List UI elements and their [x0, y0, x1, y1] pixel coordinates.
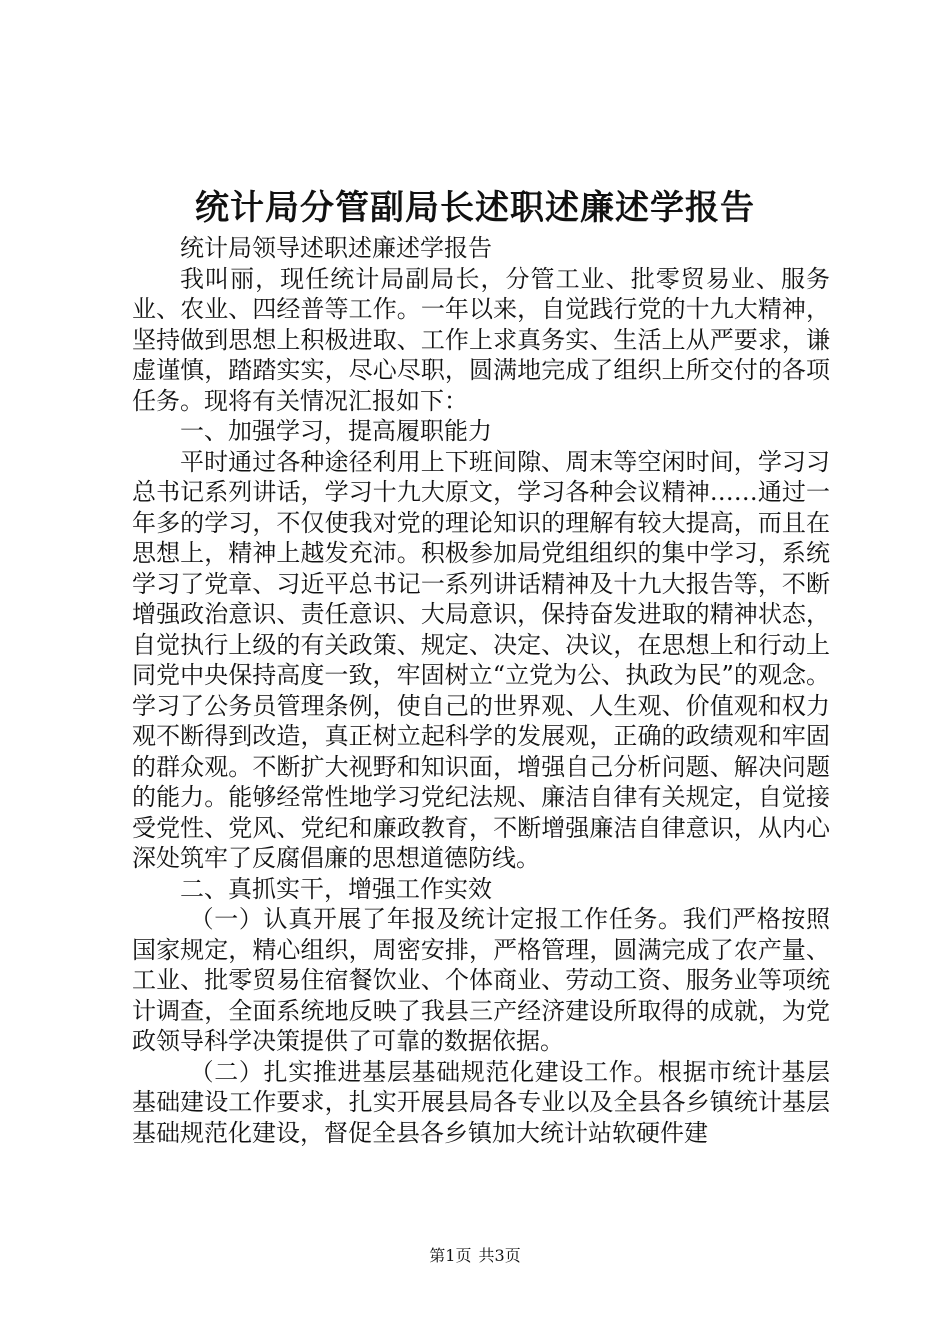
subtitle-paragraph: 统计局领导述职述廉述学报告 — [180, 234, 492, 262]
page-footer — [0, 1246, 950, 1266]
page-number: 第1页 — [429, 1246, 472, 1265]
intro-paragraph: 我叫丽，现任统计局副局长，分管工业、批零贸易业、服务业、农业、四经普等工作。一年以来，自觉践行党的十九大精神，坚持做到思想上积极进取、工作上求真务实、生活上从严要求，谦虚谨慎，踏踏实实，尽心尽职，圆满地完成了组织上所交付的各项任务。现将有关情况汇报如下： — [132, 264, 830, 415]
body-paragraph: （二）扎实推进基层基础规范化建设工作。根据市统计基层基础建设工作要求，扎实开展县局各专业以及全县各乡镇统计基层基础规范化建设，督促全县各乡镇加大统计站软硬件建 — [132, 1057, 830, 1147]
section-heading-2: 二、真抓实干，增强工作实效 — [180, 874, 492, 903]
document-body — [132, 233, 830, 1148]
body-paragraph: （一）认真开展了年报及统计定报工作任务。我们严格按照国家规定，精心组织，周密安排，严格管理，圆满完成了农产量、工业、批零贸易住宿餐饮业、个体商业、劳动工资、服务业等项统计调查，全面系统地反映了我县三产经济建设所取得的成就，为党政领导科学决策提供了可靠的数据依据。 — [132, 905, 830, 1055]
body-paragraph: 平时通过各种途径利用上下班间隙、周末等空闲时间，学习习总书记系列讲话，学习十九大原文，学习各种会议精神……通过一年多的学习，不仅使我对党的理论知识的理解有较大提高，而且在思想上，精神上越发充沛。积极参加局党组组织的集中学习，系统学习了党章、习近平总书记一系列讲话精神及十九大报告等，不断增强政治意识、责任意识、大局意识，保持奋发进取的精神状态，自觉执行上级的有关政策、规定、决定、决议，在思想上和行动上同党中央保持高度一致，牢固树立“立党为公、执政为民”的观念。学习了公务员管理条例，使自己的世界观、人生观、价值观和权力观不断得到改造，真正树立起科学的发展观，正确的政绩观和牢固的群众观。不断扩大视野和知识面，增强自己分析问题、解决问题的能力。能够经常性地学习党纪法规、廉洁自律有关规定，自觉接受党性、党风、党纪和廉政教育，不断增强廉洁自律意识，从内心深处筑牢了反腐倡廉的思想道德防线。 — [132, 447, 830, 872]
page-total: 共3页 — [478, 1246, 521, 1265]
document-title: 统计局分管副局长述职述廉述学报告 — [195, 188, 755, 228]
section-heading-1: 一、加强学习，提高履职能力 — [180, 417, 492, 445]
